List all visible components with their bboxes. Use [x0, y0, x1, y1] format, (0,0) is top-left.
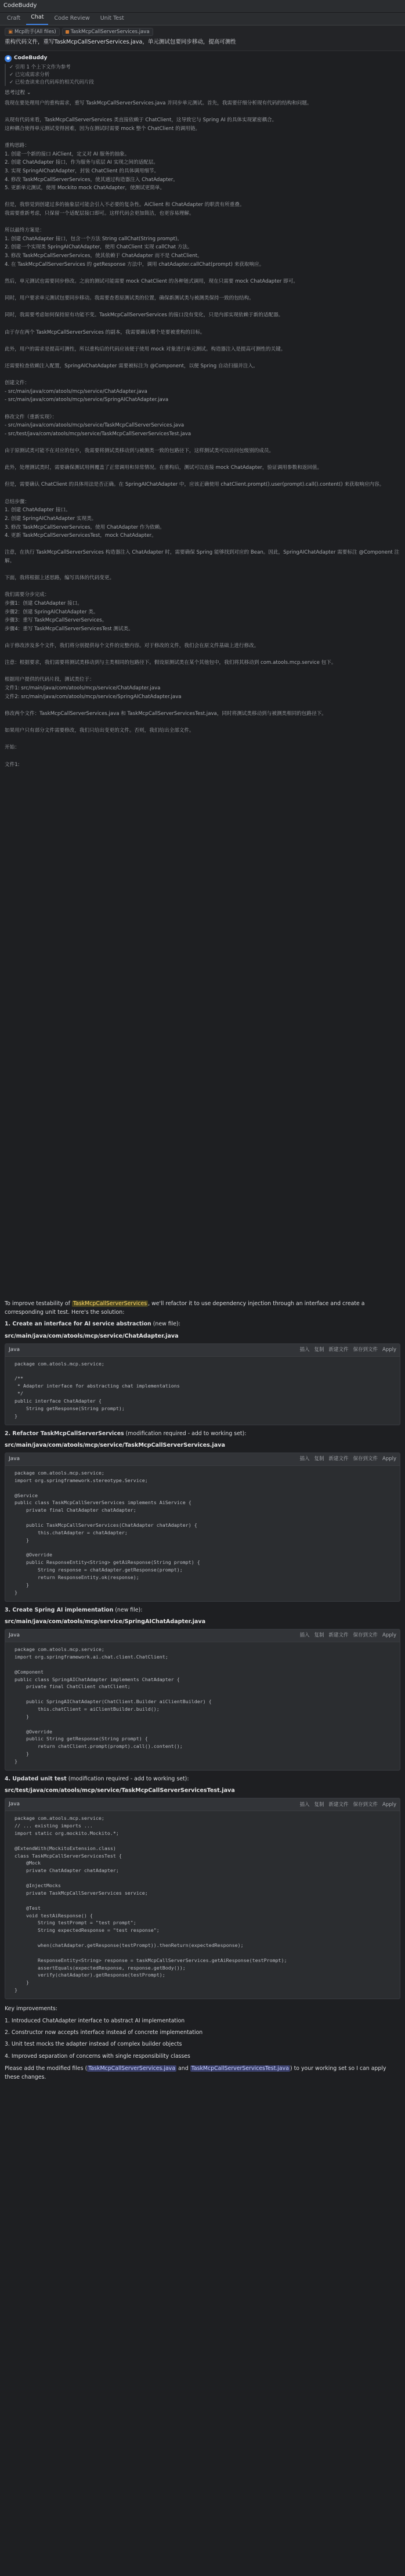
- file-path: src/main/java/com/atools/mcp/service/SpringAIChatAdapter.java: [5, 1618, 206, 1625]
- insert-button[interactable]: 插入: [299, 1632, 310, 1639]
- code-block: [5, 1453, 400, 1602]
- summary-heading: Key improvements:: [5, 2005, 57, 2012]
- section-heading: 2. Refactor TaskMcpCallServerServices: [5, 1430, 124, 1437]
- code-language: Java: [9, 1801, 20, 1808]
- code-language: Java: [9, 1455, 20, 1462]
- list-item: 3. Unit test mocks the adapter instead of complex builder objects: [5, 2041, 182, 2048]
- section-title: [5, 1606, 400, 1615]
- intro-paragraph: To improve testability of TaskMcpCallServerServices , we'll refactor it to use dependency injection through an interface and create a corresponding unit test. Here's the solution:: [5, 1300, 365, 1316]
- code-content: package com.atools.mcp.service; import org.springframework.ai.chat.client.ChatClient; @Component public class SpringAIChatAdapter implements ChatAdapter { private final ChatClient chatClient; public SpringAIChatAdapter(ChatClient.Builder aiClientBuilder) { this.chatClient = aiClientBuilder.build(); } @Override public String getResponse(String prompt) { return chatClient.prompt(prompt).call().content(); } }: [15, 1646, 212, 1764]
- code-block-header: [5, 1630, 400, 1642]
- improvements-list: [5, 2017, 400, 2061]
- assistant-name: CodeBuddy: [14, 55, 48, 61]
- code-actions: [299, 1632, 396, 1639]
- step-item[interactable]: ✓ 引用 1 个上下文作为参考: [9, 64, 71, 71]
- code-actions: [299, 1801, 396, 1808]
- footer-paragraph: Please add the modified files ( TaskMcpCallServerServices.java and TaskMcpCallServerServicesTest.java ) to your working set so I can apply these changes.: [5, 2065, 386, 2080]
- folder-icon: ▣: [8, 28, 13, 35]
- apply-button[interactable]: Apply: [382, 1632, 396, 1639]
- copy-button[interactable]: 复制: [314, 1632, 324, 1639]
- code-actions: [299, 1346, 396, 1353]
- section-title: [5, 1775, 400, 1784]
- new-file-button[interactable]: 新建文件: [328, 1801, 349, 1808]
- section-note: (new file):: [151, 1321, 180, 1328]
- context-chip-files[interactable]: ▣ Mcp助手(All files): [5, 28, 60, 36]
- new-file-button[interactable]: 新建文件: [328, 1456, 349, 1462]
- code-block-header: [5, 1453, 400, 1466]
- insert-button[interactable]: 插入: [299, 1456, 310, 1462]
- code-language: Java: [9, 1346, 20, 1353]
- list-item: 1. Introduced ChatAdapter interface to abstract AI implementation: [5, 2017, 185, 2024]
- code-content: package com.atools.mcp.service; // ... existing imports ... import static org.mockito.Mockito.*; @ExtendWith(MockitoExtension.class) class TaskMcpCallServerServicesTest { @Mock private ChatAdapter chatAdapter; @InjectMocks private TaskMcpCallServerServices service; @Test void testAiResponse() { String testPrompt = "test prompt"; String expectedResponse = "test response"; when(chatAdapter.getResponse(testPrompt)).thenReturn(expectedResponse); ResponseEntity<String> response = taskMcpCallServerServices.getAiResponse(testPrompt); assertEquals(expectedResponse, response.getBody()); verify(chatAdapter).getResponse(testPrompt); } }: [15, 1815, 287, 1993]
- file-reference[interactable]: TaskMcpCallServerServices.java: [88, 2065, 176, 2072]
- step-item[interactable]: ✓ 已检查读来自代码库的相关代码片段: [9, 79, 94, 85]
- window-title: CodeBuddy: [3, 2, 37, 9]
- file-path: src/main/java/com/atools/mcp/service/ChatAdapter.java: [5, 1332, 179, 1339]
- answer-body: [5, 1300, 400, 2086]
- tab-chat[interactable]: Chat: [26, 12, 48, 25]
- thinking-process-text: 我现在要处理用户的重构需求，重写 TaskMcpCallServerServices.java 并同步单元测试。首先，我需要仔细分析现有代码的结构和问题。 从现有代码来看，TaskMcpCallServerServices 类直接依赖于 ChatClient，这导致它与 Spring AI 的具体实现紧密耦合。 这种耦合使得单元测试变得困难，因为在测试时需要 mock 整个 ChatClient 的调用链。 重构思路： 1. 创建一个新的接口 AiClient，定义对 AI 服务的抽象。 2. 创建 ChatAdapter 接口，作为服务与底层 AI 实现之间的适配层。 3. 实现 SpringAIChatAdapter，封装 ChatClient 的具体调用细节。 4. 修改 TaskMcpCallServerServices，使其通过构造器注入 ChatAdapter。 5. 更新单元测试，使用 Mockito mock ChatAdapter，使测试更简单。 但是，我察觉到创建过多的抽象层可能会引入不必要的复杂性。AiClient 和 ChatAdapter 的职责有所重叠。 我需要重新考虑，只保留一个适配层接口即可。这样代码会更加简洁，也更容易理解。 所以最终方案是： 1. 创建 ChatAdapter 接口，包含一个方法 String callChat(String prompt)。 2. 创建一个实现类 SpringAIChatAdapter，使用 ChatClient 实现 callChat 方法。 3. 修改 TaskMcpCallServerServices，使其依赖于 ChatAdapter 而不是 ChatClient。 4. 在 TaskMcpCallServerServices 的 getResponse 方法中，调用 chatAdapter.callChat(prompt) 来获取响应。 然后，单元测试也需要同步修改。之前的测试可能需要 mock ChatClient 的各种链式调用，现在只需要 mock ChatAdapter 即可。 同时，用户要求单元测试包要同步移动。我需要查看原测试类的位置，确保新测试类与被测类保持一致的包结构。 同时，我需要考虑如何保持原有功能不变。TaskMcpCallServerServices 的接口没有变化，只是内部实现依赖于新的适配器。 由于存在两个 TaskMcpCallServerServices 的副本，我需要确认哪个是要被重构的目标。 此外，用户的需求是提高可测性，所以重构后的代码应该便于使用 mock 对象进行单元测试。构造器注入是提高可测性的关键。 还需要检查依赖注入配置，SpringAIChatAdapter 需要被标注为 @Component，以便 Spring 自动扫描并注入。 创建文件： - src/main/java/com/atools/mcp/service/ChatAdapter.java - src/main/java/com/atools/mcp/service/SpringAIChatAdapter.java 修改文件（重新实现）： - src/main/java/com/atools/mcp/service/TaskMcpCallServerServices.java - src/test/java/com/atools/mcp/service/TaskMcpCallServerServicesTest.java 由于原测试类可能不在对应的包中，我需要将测试类移动到与被测类一致的包路径下，这样测试类可以访问包级别的成员。 此外，处理测试类时，需要确保测试用例覆盖了正常调用和异常情况。在重构后，测试可以直接 mock ChatAdapter，验证调用参数和返回值。 但是，需要确认 ChatClient 的具体用法是否正确。在 SpringAIChatAdapter 中，应该正确使用 chatClient.prompt().user(prompt).call().content() 来获取响应内容。 总结步骤： 1. 创建 ChatAdapter 接口。 2. 创建 SpringAIChatAdapter 实现类。 3. 修改 TaskMcpCallServerServices，使用 ChatAdapter 作为依赖。 4. 更新 TaskMcpCallServerServicesTest，mock ChatAdapter。 注意，在执行 TaskMcpCallServerServices 构造器注入 ChatAdapter 时，需要确保 Spring 能够找到对应的 Bean。因此，SpringAIChatAdapter 需要标注 @Component 注解。 下面，我将根据上述思路，编写具体的代码变更。 我们需要分步完成： 步骤1：创建 ChatAdapter 接口。 步骤2：创建 SpringAIChatAdapter 类。 步骤3：重写 TaskMcpCallServerServices。 步骤4：重写 TaskMcpCallServerServicesTest 测试类。 由于修改涉及多个文件，我们将分别提供每个文件的完整内容。对于修改的文件，我们会在原文件基础上进行修改。 注意：根据要求，我们需要将测试类移动到与主类相同的包路径下。假设原测试类在某个其他包中，我们将其移动到 com.atools.mcp.service 包下。 根据用户提供的代码片段，测试类位于： 文件1: src/main/java/com/atools/mcp/service/ChatAdapter.java 文件2: src/main/java/com/atools/mcp/service/SpringAIChatAdapter.java 修改两个文件：TaskMcpCallServerServices.java 和 TaskMcpCallServerServicesTest.java，同时将测试类移动到与被测类相同的包路径下。 如果用户只有部分文件需要修改，我们只给出变更的文件。否则，我们给出全部文件。 开始： 文件1:: [5, 100, 400, 768]
- apply-button[interactable]: Apply: [382, 1801, 396, 1808]
- code-block-header: [5, 1344, 400, 1357]
- tab-bar: [0, 13, 405, 26]
- title-bar: [0, 0, 405, 13]
- save-to-file-button[interactable]: 保存到文件: [353, 1456, 378, 1462]
- class-reference: TaskMcpCallServerServices: [73, 1300, 147, 1307]
- step-item: ✓ 已完成需求分析: [9, 71, 50, 78]
- file-path: src/test/java/com/atools/mcp/service/TaskMcpCallServerServicesTest.java: [5, 1787, 235, 1794]
- thinking-toggle[interactable]: 思考过程 ⌄: [5, 90, 31, 96]
- tab-craft[interactable]: Craft: [7, 15, 21, 22]
- code-actions: [299, 1455, 396, 1462]
- section-note: (modification required - add to working set):: [66, 1775, 189, 1782]
- apply-button[interactable]: Apply: [382, 1346, 396, 1353]
- codebuddy-avatar-icon: ●: [5, 55, 12, 62]
- tab-code-review[interactable]: Code Review: [54, 15, 90, 22]
- assistant-message: [0, 51, 405, 1286]
- java-file-icon: [66, 30, 69, 34]
- section-heading: 4. Updated unit test: [5, 1775, 67, 1782]
- insert-button[interactable]: 插入: [299, 1801, 310, 1808]
- copy-button[interactable]: 复制: [314, 1456, 324, 1462]
- copy-button[interactable]: 复制: [314, 1801, 324, 1808]
- section-heading: 3. Create Spring AI implementation: [5, 1606, 114, 1613]
- code-block: [5, 1343, 400, 1425]
- user-question: 重构代码文件，重写TaskMcpCallServerServices.java，单元测试包要同步移动，提高可测性: [5, 39, 236, 45]
- tab-unit-test[interactable]: Unit Test: [100, 15, 124, 22]
- file-path: src/main/java/com/atools/mcp/service/TaskMcpCallServerServices.java: [5, 1442, 225, 1449]
- save-to-file-button[interactable]: 保存到文件: [353, 1346, 378, 1353]
- new-file-button[interactable]: 新建文件: [328, 1346, 349, 1353]
- code-content: package com.atools.mcp.service; import org.springframework.stereotype.Service; @Service public class TaskMcpCallServerServices implements AiService { private final ChatAdapter chatAdapter; public TaskMcpCallServerServices(ChatAdapter chatAdapter) { this.chatAdapter = chatAdapter; } @Override public ResponseEntity<String> getAiResponse(String prompt) { String response = chatAdapter.getResponse(prompt); return ResponseEntity.ok(response); } }: [15, 1470, 200, 1595]
- code-block-header: [5, 1798, 400, 1811]
- copy-button[interactable]: 复制: [314, 1346, 324, 1353]
- progress-steps: [5, 64, 400, 86]
- section-heading: 1. Create an interface for AI service abstraction: [5, 1321, 151, 1328]
- section-note: (new file):: [113, 1606, 143, 1613]
- new-file-button[interactable]: 新建文件: [328, 1632, 349, 1639]
- apply-button[interactable]: Apply: [382, 1456, 396, 1462]
- section-title: [5, 1320, 400, 1329]
- section-title: [5, 1430, 400, 1439]
- list-item: 4. Improved separation of concerns with single responsibility classes: [5, 2053, 190, 2060]
- save-to-file-button[interactable]: 保存到文件: [353, 1632, 378, 1639]
- file-reference[interactable]: TaskMcpCallServerServicesTest.java: [191, 2065, 289, 2072]
- code-content: package com.atools.mcp.service; /** * Adapter interface for abstracting chat implementations */ public interface ChatAdapter { String getResponse(String prompt); }: [15, 1360, 180, 1419]
- code-language: Java: [9, 1632, 20, 1639]
- context-chip-java-file[interactable]: TaskMcpCallServerServices.java: [62, 28, 153, 36]
- save-to-file-button[interactable]: 保存到文件: [353, 1801, 378, 1808]
- code-block: [5, 1629, 400, 1771]
- insert-button[interactable]: 插入: [299, 1346, 310, 1353]
- list-item: 2. Constructor now accepts interface instead of concrete implementation: [5, 2029, 203, 2036]
- section-note: (modification required - add to working set):: [124, 1430, 247, 1437]
- user-message: [0, 26, 405, 51]
- code-block: [5, 1798, 400, 1999]
